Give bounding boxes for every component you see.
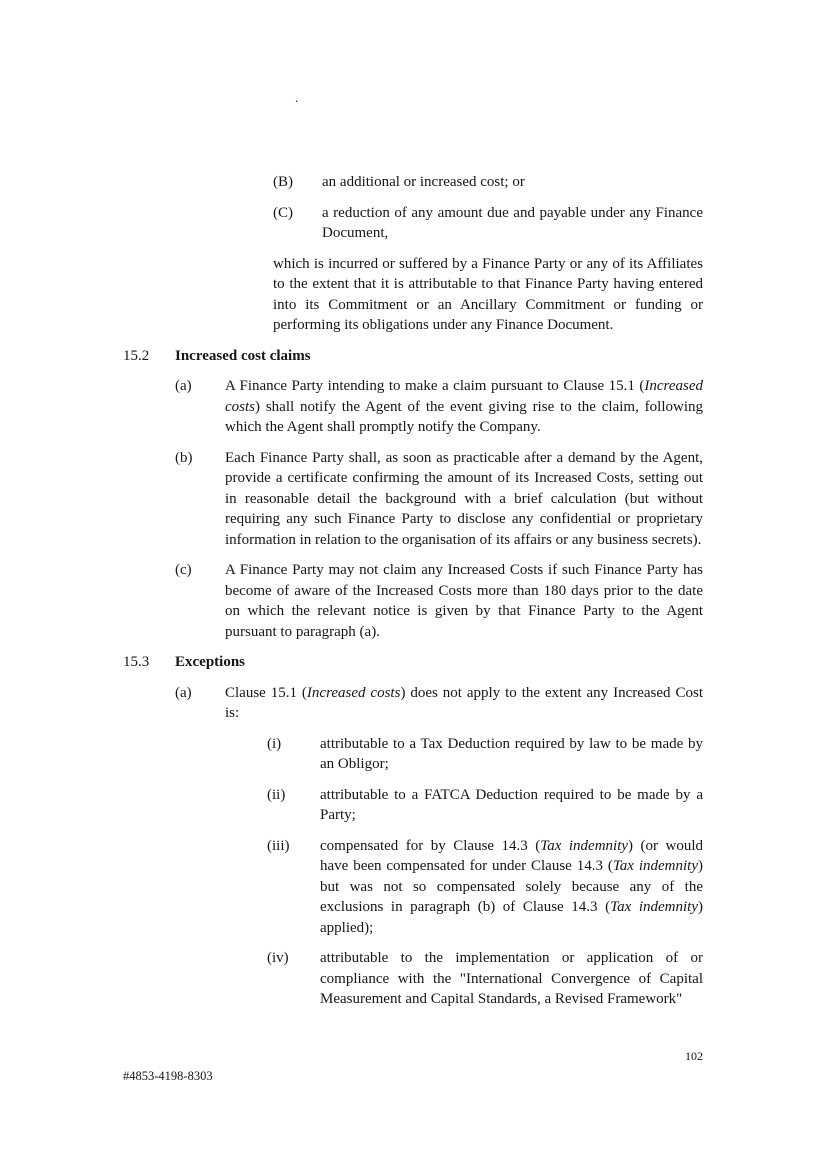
list-item-C-text: a reduction of any amount due and payable under any Finance Document, [322, 204, 703, 241]
page-number: 102 [685, 1049, 703, 1063]
text-segment: ) but was not so compensated solely because any of the exclusions in paragraph (b) of Clause 14.3 ( [320, 858, 703, 915]
italic-segment: Tax indemnity [540, 837, 629, 854]
subclause-iv-text: attributable to the implementation or application of or compliance with the "International Convergence of Capital Measurement and Capital Standards, a Revised Framework" [320, 950, 703, 1007]
clause-15-2-b [175, 448, 703, 551]
subclause-ii-label: (ii) [267, 786, 286, 803]
subclause-ii [267, 785, 703, 826]
section-15-2-heading [123, 346, 703, 367]
clause-15-2-a-text [225, 376, 703, 438]
hanging-paragraph: which is incurred or suffered by a Finance Party or any of its Affiliates to the extent that it is attributable to that Finance Party having entered into its Commitment or an Ancillary Commitment or funding or performing its obligations under any Finance Document. [273, 255, 703, 333]
section-15-2-number: 15.2 [123, 347, 150, 364]
subclause-ii-text: attributable to a FATCA Deduction required to be made by a Party; [320, 786, 703, 823]
clause-15-2-a [175, 376, 703, 438]
list-item-B-label: (B) [273, 174, 293, 190]
text-segment: Clause 15.1 ( [225, 684, 307, 701]
subclause-iv [267, 948, 703, 1010]
document-reference: #4853-4198-8303 [123, 1069, 213, 1083]
subclause-iii-text [320, 836, 703, 939]
subclause-iii-label: (iii) [267, 837, 290, 854]
text-segment: ) (or would have been compensated for under Clause 14.3 ( [320, 837, 703, 874]
italic-segment: Increased costs [306, 684, 401, 701]
section-15-3-heading [123, 652, 703, 673]
document-content [123, 172, 703, 1020]
list-item-C [273, 203, 703, 244]
clause-15-2-c [175, 560, 703, 642]
list-item-B-text: an additional or increased cost; or [322, 174, 525, 190]
text-segment: ) shall notify the Agent of the event giving rise to the claim, following which the Agent shall promptly notify the Company. [225, 398, 703, 435]
text-segment: ) applied); [320, 899, 704, 936]
text-segment: A Finance Party intending to make a claim pursuant to Clause 15.1 ( [225, 378, 645, 394]
section-15-3-number: 15.3 [123, 654, 150, 670]
list-item-C-label: (C) [273, 204, 293, 221]
subclause-i [267, 734, 703, 775]
clause-15-2-a-label: (a) [175, 378, 192, 394]
section-15-2-title: Increased cost claims [175, 347, 311, 364]
italic-segment: Increased costs [225, 378, 703, 415]
clause-15-3-a-label: (a) [175, 684, 192, 701]
list-item-B [273, 172, 703, 193]
subclause-i-text: attributable to a Tax Deduction required by law to be made by an Obligor; [320, 735, 703, 772]
subclause-iii [267, 836, 703, 939]
clause-15-2-c-label: (c) [175, 562, 192, 578]
subclause-i-label: (i) [267, 735, 282, 752]
text-segment: compensated for by Clause 14.3 ( [320, 837, 541, 854]
italic-segment: Tax indemnity [610, 899, 699, 915]
text-segment: ) does not apply to the extent any Increased Cost is: [225, 684, 703, 721]
subclause-iv-label: (iv) [267, 950, 289, 966]
clause-15-2-c-text: A Finance Party may not claim any Increased Costs if such Finance Party has become of aware of the Increased Costs more than 180 days prior to the date on which the relevant notice is given by that Finance Party to the Agent pursuant to paragraph (a). [225, 562, 703, 640]
stray-mark: . [295, 90, 299, 105]
clause-15-2-b-text: Each Finance Party shall, as soon as practicable after a demand by the Agent, provide a certificate confirming the amount of its Increased Costs, setting out in reasonable detail the background with a brief calculation (but without requiring any such Finance Party to disclose any confidential or proprietary information in relation to the organisation of its affairs or any business secrets). [225, 449, 703, 548]
clause-15-2-b-label: (b) [175, 449, 193, 466]
italic-segment: Tax indemnity [612, 858, 698, 874]
section-15-3-title: Exceptions [175, 654, 246, 670]
clause-15-3-a-text [225, 683, 703, 724]
clause-15-3-a [175, 683, 703, 724]
